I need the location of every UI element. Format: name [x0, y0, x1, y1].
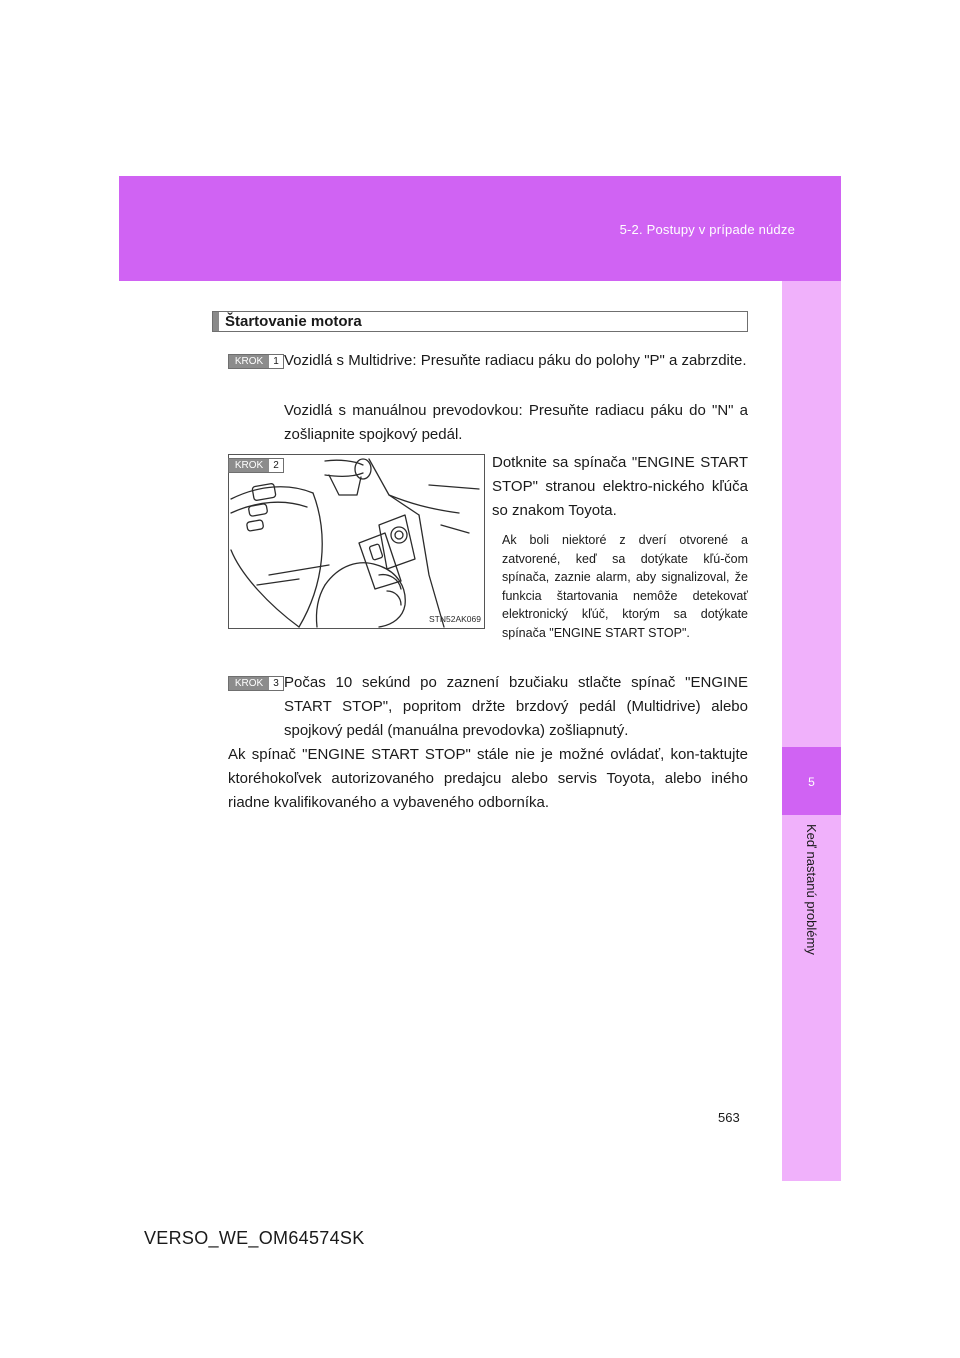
header-band: [119, 176, 841, 281]
step-badge-2: [228, 458, 284, 473]
side-strip: [782, 281, 841, 1181]
step-badge-number: 3: [269, 677, 283, 690]
step-3-text: Počas 10 sekúnd po zaznení bzučiaku stlačte spínač "ENGINE START STOP", popritom držte brzdový pedál (Multidrive) alebo spojkový pedál (manuálna prevodovka) zošliapnutý.: [284, 674, 748, 739]
chapter-title: [782, 820, 841, 980]
step-badge-3: [228, 676, 284, 691]
step-1-text-a: Vozidlá s Multidrive: Presuňte radiacu páku do polohy "P" a zabrzdite.: [284, 352, 747, 369]
step-2-text: Dotknite sa spínača "ENGINE START STOP" stranou elektro-nického kľúča so znakom Toyota.: [492, 454, 748, 519]
step-badge-number: 1: [269, 355, 283, 368]
step-badge-label: KROK: [229, 459, 269, 472]
chapter-tab: [782, 747, 841, 815]
step-badge-number: 2: [269, 459, 283, 472]
chapter-title-text: Keď nastanú problémy: [804, 824, 819, 955]
illustration-key-touch-switch: [228, 454, 485, 629]
section-title: Štartovanie motora: [212, 311, 748, 332]
chapter-number: 5: [808, 775, 815, 789]
closing-paragraph: Ak spínač "ENGINE START STOP" stále nie je možné ovládať, kon-taktujte ktoréhokoľvek autorizovaného predajcu alebo servis Toyota, alebo iného riadne kvalifikovaného a vybaveného odborníka.: [228, 746, 748, 811]
page-number: 563: [718, 1110, 740, 1125]
step-2-note: Ak boli niektoré z dverí otvorené a zatvorené, keď sa dotýkate kľú-čom spínača, zaznie alarm, aby signalizoval, že funkcia štartovania nemôže detekovať elektronický kľúč, ktorým sa dotýkate spínača "ENGINE START STOP".: [502, 533, 748, 640]
step-badge-label: KROK: [229, 355, 269, 368]
illustration-svg: [229, 455, 484, 628]
step-badge-1: [228, 354, 284, 369]
figure-code: STN52AK069: [429, 614, 481, 624]
step-1-text-b: Vozidlá s manuálnou prevodovkou: Presuňte radiacu páku do "N" a zošliapnite spojkový pedál.: [284, 402, 748, 443]
section-reference: 5-2. Postupy v prípade núdze: [619, 222, 795, 237]
footer-document-code: VERSO_WE_OM64574SK: [144, 1228, 365, 1248]
step-badge-label: KROK: [229, 677, 269, 690]
